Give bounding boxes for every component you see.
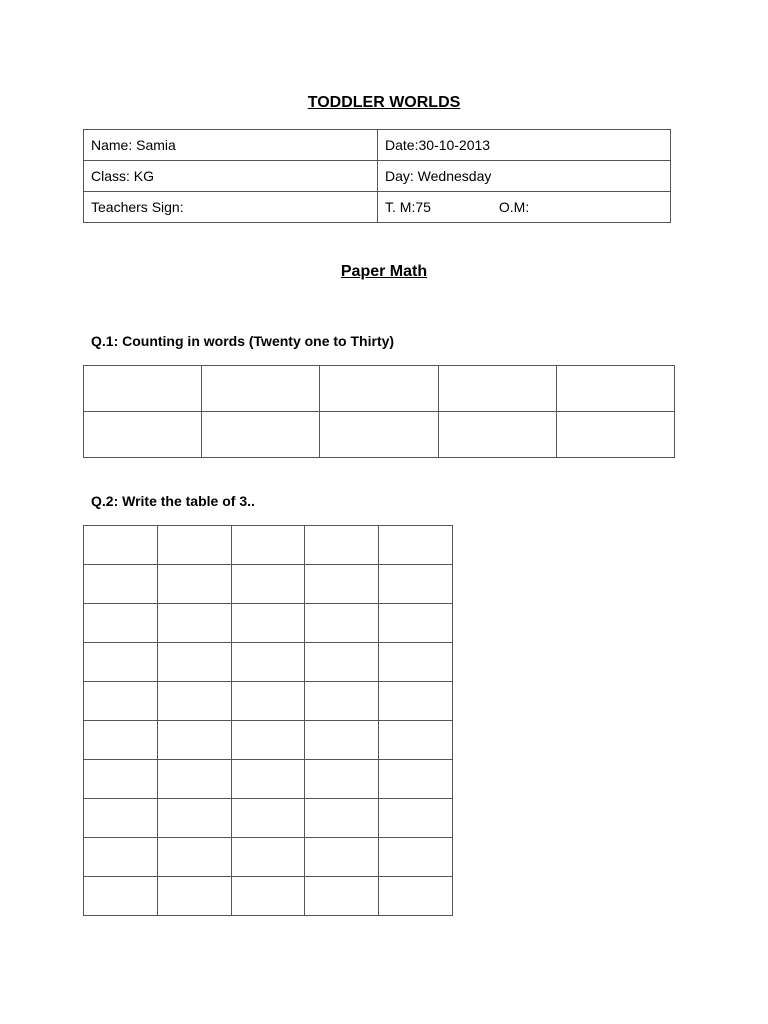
answer-cell[interactable] [379, 565, 453, 604]
answer-cell[interactable] [379, 682, 453, 721]
school-title: TODDLER WORLDS [307, 94, 461, 111]
answer-cell[interactable] [84, 799, 158, 838]
answer-cell[interactable] [438, 412, 556, 458]
answer-cell[interactable] [202, 412, 320, 458]
total-marks: T. M:75 [385, 199, 431, 215]
answer-cell[interactable] [231, 604, 305, 643]
answer-cell[interactable] [231, 721, 305, 760]
answer-cell[interactable] [231, 799, 305, 838]
answer-cell[interactable] [231, 838, 305, 877]
info-row [84, 161, 671, 192]
answer-cell[interactable] [84, 760, 158, 799]
question-2: Q.2: Write the table of 3.. [91, 493, 255, 509]
answer-cell[interactable] [202, 366, 320, 412]
answer-cell[interactable] [84, 721, 158, 760]
counting-words-grid [83, 365, 675, 458]
answer-cell[interactable] [157, 643, 231, 682]
answer-cell[interactable] [379, 643, 453, 682]
answer-cell[interactable] [305, 721, 379, 760]
answer-cell[interactable] [438, 366, 556, 412]
class-cell: Class: KG [84, 161, 378, 192]
grid-row [84, 366, 675, 412]
answer-cell[interactable] [379, 604, 453, 643]
answer-cell[interactable] [231, 760, 305, 799]
date-cell: Date:30-10-2013 [378, 130, 671, 161]
answer-cell[interactable] [305, 565, 379, 604]
answer-cell[interactable] [157, 721, 231, 760]
answer-cell[interactable] [157, 682, 231, 721]
obtained-marks: O.M: [498, 199, 530, 215]
info-row [84, 130, 671, 161]
answer-cell[interactable] [157, 565, 231, 604]
answer-cell[interactable] [157, 604, 231, 643]
answer-cell[interactable] [305, 838, 379, 877]
paper-title: Paper Math [340, 263, 428, 280]
answer-cell[interactable] [379, 799, 453, 838]
answer-cell[interactable] [379, 760, 453, 799]
answer-cell[interactable] [231, 526, 305, 565]
answer-cell[interactable] [305, 526, 379, 565]
answer-cell[interactable] [379, 526, 453, 565]
grid-row [84, 682, 453, 721]
answer-cell[interactable] [84, 838, 158, 877]
answer-cell[interactable] [84, 643, 158, 682]
answer-cell[interactable] [320, 412, 438, 458]
info-row [84, 192, 671, 223]
answer-cell[interactable] [305, 604, 379, 643]
answer-cell[interactable] [379, 838, 453, 877]
answer-cell[interactable] [231, 682, 305, 721]
answer-cell[interactable] [379, 721, 453, 760]
grid-row [84, 877, 453, 916]
grid-row [84, 526, 453, 565]
answer-cell[interactable] [305, 877, 379, 916]
grid-row [84, 760, 453, 799]
times-grid-body [84, 526, 453, 916]
answer-cell[interactable] [157, 877, 231, 916]
answer-cell[interactable] [231, 877, 305, 916]
grid-row [84, 838, 453, 877]
answer-cell[interactable] [556, 412, 674, 458]
answer-cell[interactable] [157, 799, 231, 838]
answer-cell[interactable] [84, 366, 202, 412]
grid-row [84, 799, 453, 838]
grid-row [84, 643, 453, 682]
answer-cell[interactable] [379, 877, 453, 916]
grid-row [84, 412, 675, 458]
answer-cell[interactable] [157, 838, 231, 877]
answer-cell[interactable] [84, 682, 158, 721]
student-info-table [83, 129, 671, 223]
answer-cell[interactable] [84, 412, 202, 458]
answer-cell[interactable] [305, 760, 379, 799]
answer-cell[interactable] [231, 565, 305, 604]
answer-cell[interactable] [231, 643, 305, 682]
answer-cell[interactable] [305, 643, 379, 682]
teachers-sign-cell: Teachers Sign: [84, 192, 378, 223]
answer-cell[interactable] [84, 877, 158, 916]
question-1: Q.1: Counting in words (Twenty one to Thirty) [91, 333, 395, 349]
day-cell: Day: Wednesday [378, 161, 671, 192]
answer-cell[interactable] [84, 604, 158, 643]
answer-cell[interactable] [157, 526, 231, 565]
answer-cell[interactable] [556, 366, 674, 412]
answer-cell[interactable] [157, 760, 231, 799]
grid-row [84, 721, 453, 760]
answer-cell[interactable] [320, 366, 438, 412]
name-cell: Name: Samia [84, 130, 378, 161]
grid-row [84, 604, 453, 643]
answer-cell[interactable] [84, 565, 158, 604]
answer-cell[interactable] [305, 682, 379, 721]
answer-cell[interactable] [84, 526, 158, 565]
answer-cell[interactable] [305, 799, 379, 838]
grid-row [84, 565, 453, 604]
table-of-3-grid [83, 525, 453, 916]
marks-cell [378, 192, 671, 223]
